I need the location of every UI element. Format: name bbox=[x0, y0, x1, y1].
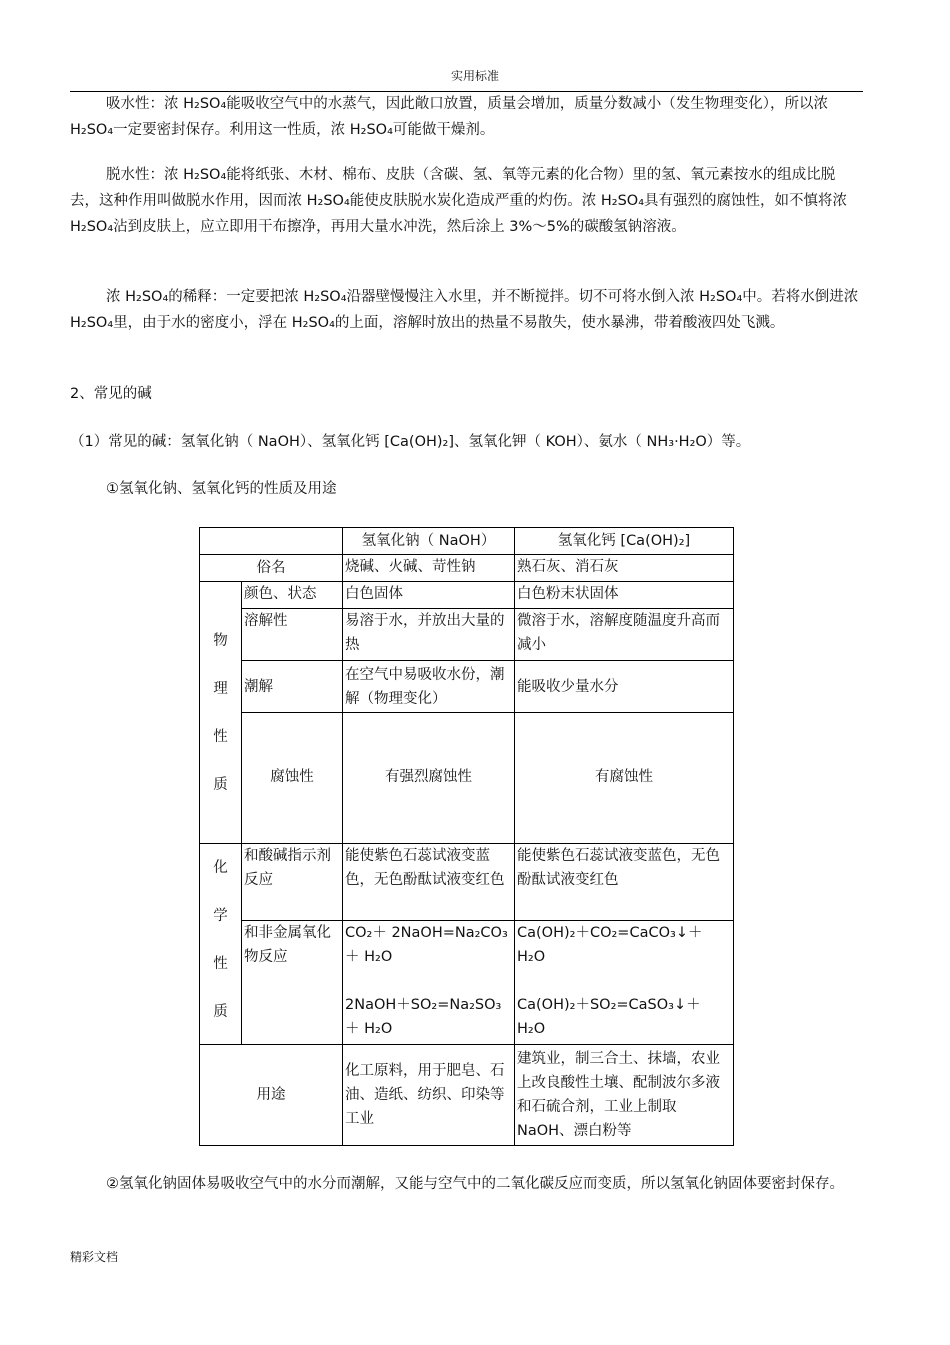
row-label-corrosiveness: 腐蚀性 bbox=[242, 713, 343, 844]
paragraph-dehydration: 脱水性：浓 H₂SO₄能将纸张、木材、棉布、皮肤（含碳、氢、氧等元素的化合物）里的氢、氧元素按水的组成比脱去，这种作用叫做脱水作用，因而浓 H₂SO₄能使皮肤脱水炭化造成严重的灼伤。浓 H₂SO₄具有强烈的腐蚀性，如不慎将浓 H₂SO₄沾到皮肤上，应立即用干布擦净，再用大量水冲洗，然后涂上 3%～5%的碳酸氢钠溶液。 bbox=[70, 167, 848, 235]
caoh-equation-so2: Ca(OH)₂＋SO₂=CaSO₃↓＋ H₂O bbox=[517, 997, 701, 1037]
cell-naoh-indicator-reaction: 能使紫色石蕊试液变蓝色，无色酚酞试液变红色 bbox=[343, 844, 515, 921]
cell-naoh-deliquescence: 在空气中易吸收水份，潮解（物理变化） bbox=[343, 661, 515, 713]
table-row bbox=[200, 1045, 734, 1146]
naoh-equation-co2: CO₂＋ 2NaOH=Na₂CO₃＋ H₂O bbox=[345, 925, 508, 965]
cell-caoh-indicator-reaction: 能使紫色石蕊试液变蓝色，无色酚酞试液变红色 bbox=[515, 844, 734, 921]
section-heading-common-bases: 2、常见的碱 bbox=[70, 386, 152, 402]
paragraph-naoh-storage: ②氢氧化钠固体易吸收空气中的水分而潮解，又能与空气中的二氧化碳反应而变质，所以氢氧化钠固体要密封保存。 bbox=[106, 1176, 844, 1192]
table-row bbox=[200, 921, 734, 1045]
table-row bbox=[200, 582, 734, 609]
cell-naoh-nonmetal-oxide-reaction bbox=[343, 921, 515, 1045]
table-row bbox=[200, 555, 734, 582]
paragraph-dilution: 浓 H₂SO₄的稀释：一定要把浓 H₂SO₄沿器壁慢慢注入水里，并不断搅拌。切不可将水倒入浓 H₂SO₄中。若将水倒进浓 H₂SO₄里，由于水的密度小，浮在 H₂SO₄的上面，溶解时放出的热量不易散失，使水暴沸，带着酸液四处飞溅。 bbox=[70, 289, 859, 331]
group-label-physical: 物 理 性 质 bbox=[200, 582, 242, 844]
cell-caoh-nonmetal-oxide-reaction bbox=[515, 921, 734, 1045]
row-label-common-name: 俗名 bbox=[200, 555, 343, 582]
cell-naoh-common-name: 烧碱、火碱、苛性钠 bbox=[343, 555, 515, 582]
cell-caoh-common-name: 熟石灰、消石灰 bbox=[515, 555, 734, 582]
header-blank-cell bbox=[200, 528, 343, 555]
row-label-usage: 用途 bbox=[200, 1045, 343, 1146]
cell-naoh-color-state: 白色固体 bbox=[343, 582, 515, 609]
table-row bbox=[200, 661, 734, 713]
naoh-equation-so2: 2NaOH＋SO₂=Na₂SO₃＋ H₂O bbox=[345, 997, 502, 1037]
row-label-color-state: 颜色、状态 bbox=[242, 582, 343, 609]
page-footer: 精彩文档 bbox=[70, 1250, 119, 1264]
paragraph-water-absorption: 吸水性：浓 H₂SO₄能吸收空气中的水蒸气，因此敞口放置，质量会增加，质量分数减小（发生物理变化），所以浓 H₂SO₄一定要密封保存。利用这一性质，浓 H₂SO₄可能做干燥剂。 bbox=[70, 96, 829, 138]
cell-caoh-corrosiveness: 有腐蚀性 bbox=[515, 713, 734, 844]
paragraph-common-bases: （1）常见的碱：氢氧化钠（ NaOH）、氢氧化钙 [Ca(OH)₂]、氢氧化钾（ KOH）、氨水（ NH₃·H₂O）等。 bbox=[70, 434, 751, 450]
table-header-row bbox=[200, 528, 734, 555]
cell-caoh-solubility: 微溶于水，溶解度随温度升高而减小 bbox=[515, 609, 734, 661]
row-label-indicator-reaction: 和酸碱指示剂反应 bbox=[242, 844, 343, 921]
cell-caoh-deliquescence: 能吸收少量水分 bbox=[515, 661, 734, 713]
table-row bbox=[200, 713, 734, 844]
row-label-deliquescence: 潮解 bbox=[242, 661, 343, 713]
row-label-nonmetal-oxide-reaction: 和非金属氧化物反应 bbox=[242, 921, 343, 1045]
caoh-equation-co2: Ca(OH)₂＋CO₂=CaCO₃↓＋ H₂O bbox=[517, 925, 703, 965]
cell-naoh-corrosiveness: 有强烈腐蚀性 bbox=[343, 713, 515, 844]
paragraph-table-intro: ①氢氧化钠、氢氧化钙的性质及用途 bbox=[106, 481, 337, 497]
cell-caoh-color-state: 白色粉末状固体 bbox=[515, 582, 734, 609]
page-header: 实用标准 bbox=[450, 69, 499, 83]
row-label-solubility: 溶解性 bbox=[242, 609, 343, 661]
header-naoh: 氢氧化钠（ NaOH） bbox=[343, 528, 515, 555]
table-row bbox=[200, 609, 734, 661]
group-label-chemical: 化 学 性 质 bbox=[200, 844, 242, 1045]
cell-caoh-usage: 建筑业，制三合土、抹墙，农业上改良酸性土壤、配制波尔多液和石硫合剂，工业上制取 NaOH、漂白粉等 bbox=[515, 1045, 734, 1146]
cell-naoh-solubility: 易溶于水，并放出大量的热 bbox=[343, 609, 515, 661]
table-row bbox=[200, 844, 734, 921]
cell-naoh-usage: 化工原料，用于肥皂、石油、造纸、纺织、印染等工业 bbox=[343, 1045, 515, 1146]
header-caoh: 氢氧化钙 [Ca(OH)₂] bbox=[515, 528, 734, 555]
properties-table bbox=[199, 527, 734, 1146]
